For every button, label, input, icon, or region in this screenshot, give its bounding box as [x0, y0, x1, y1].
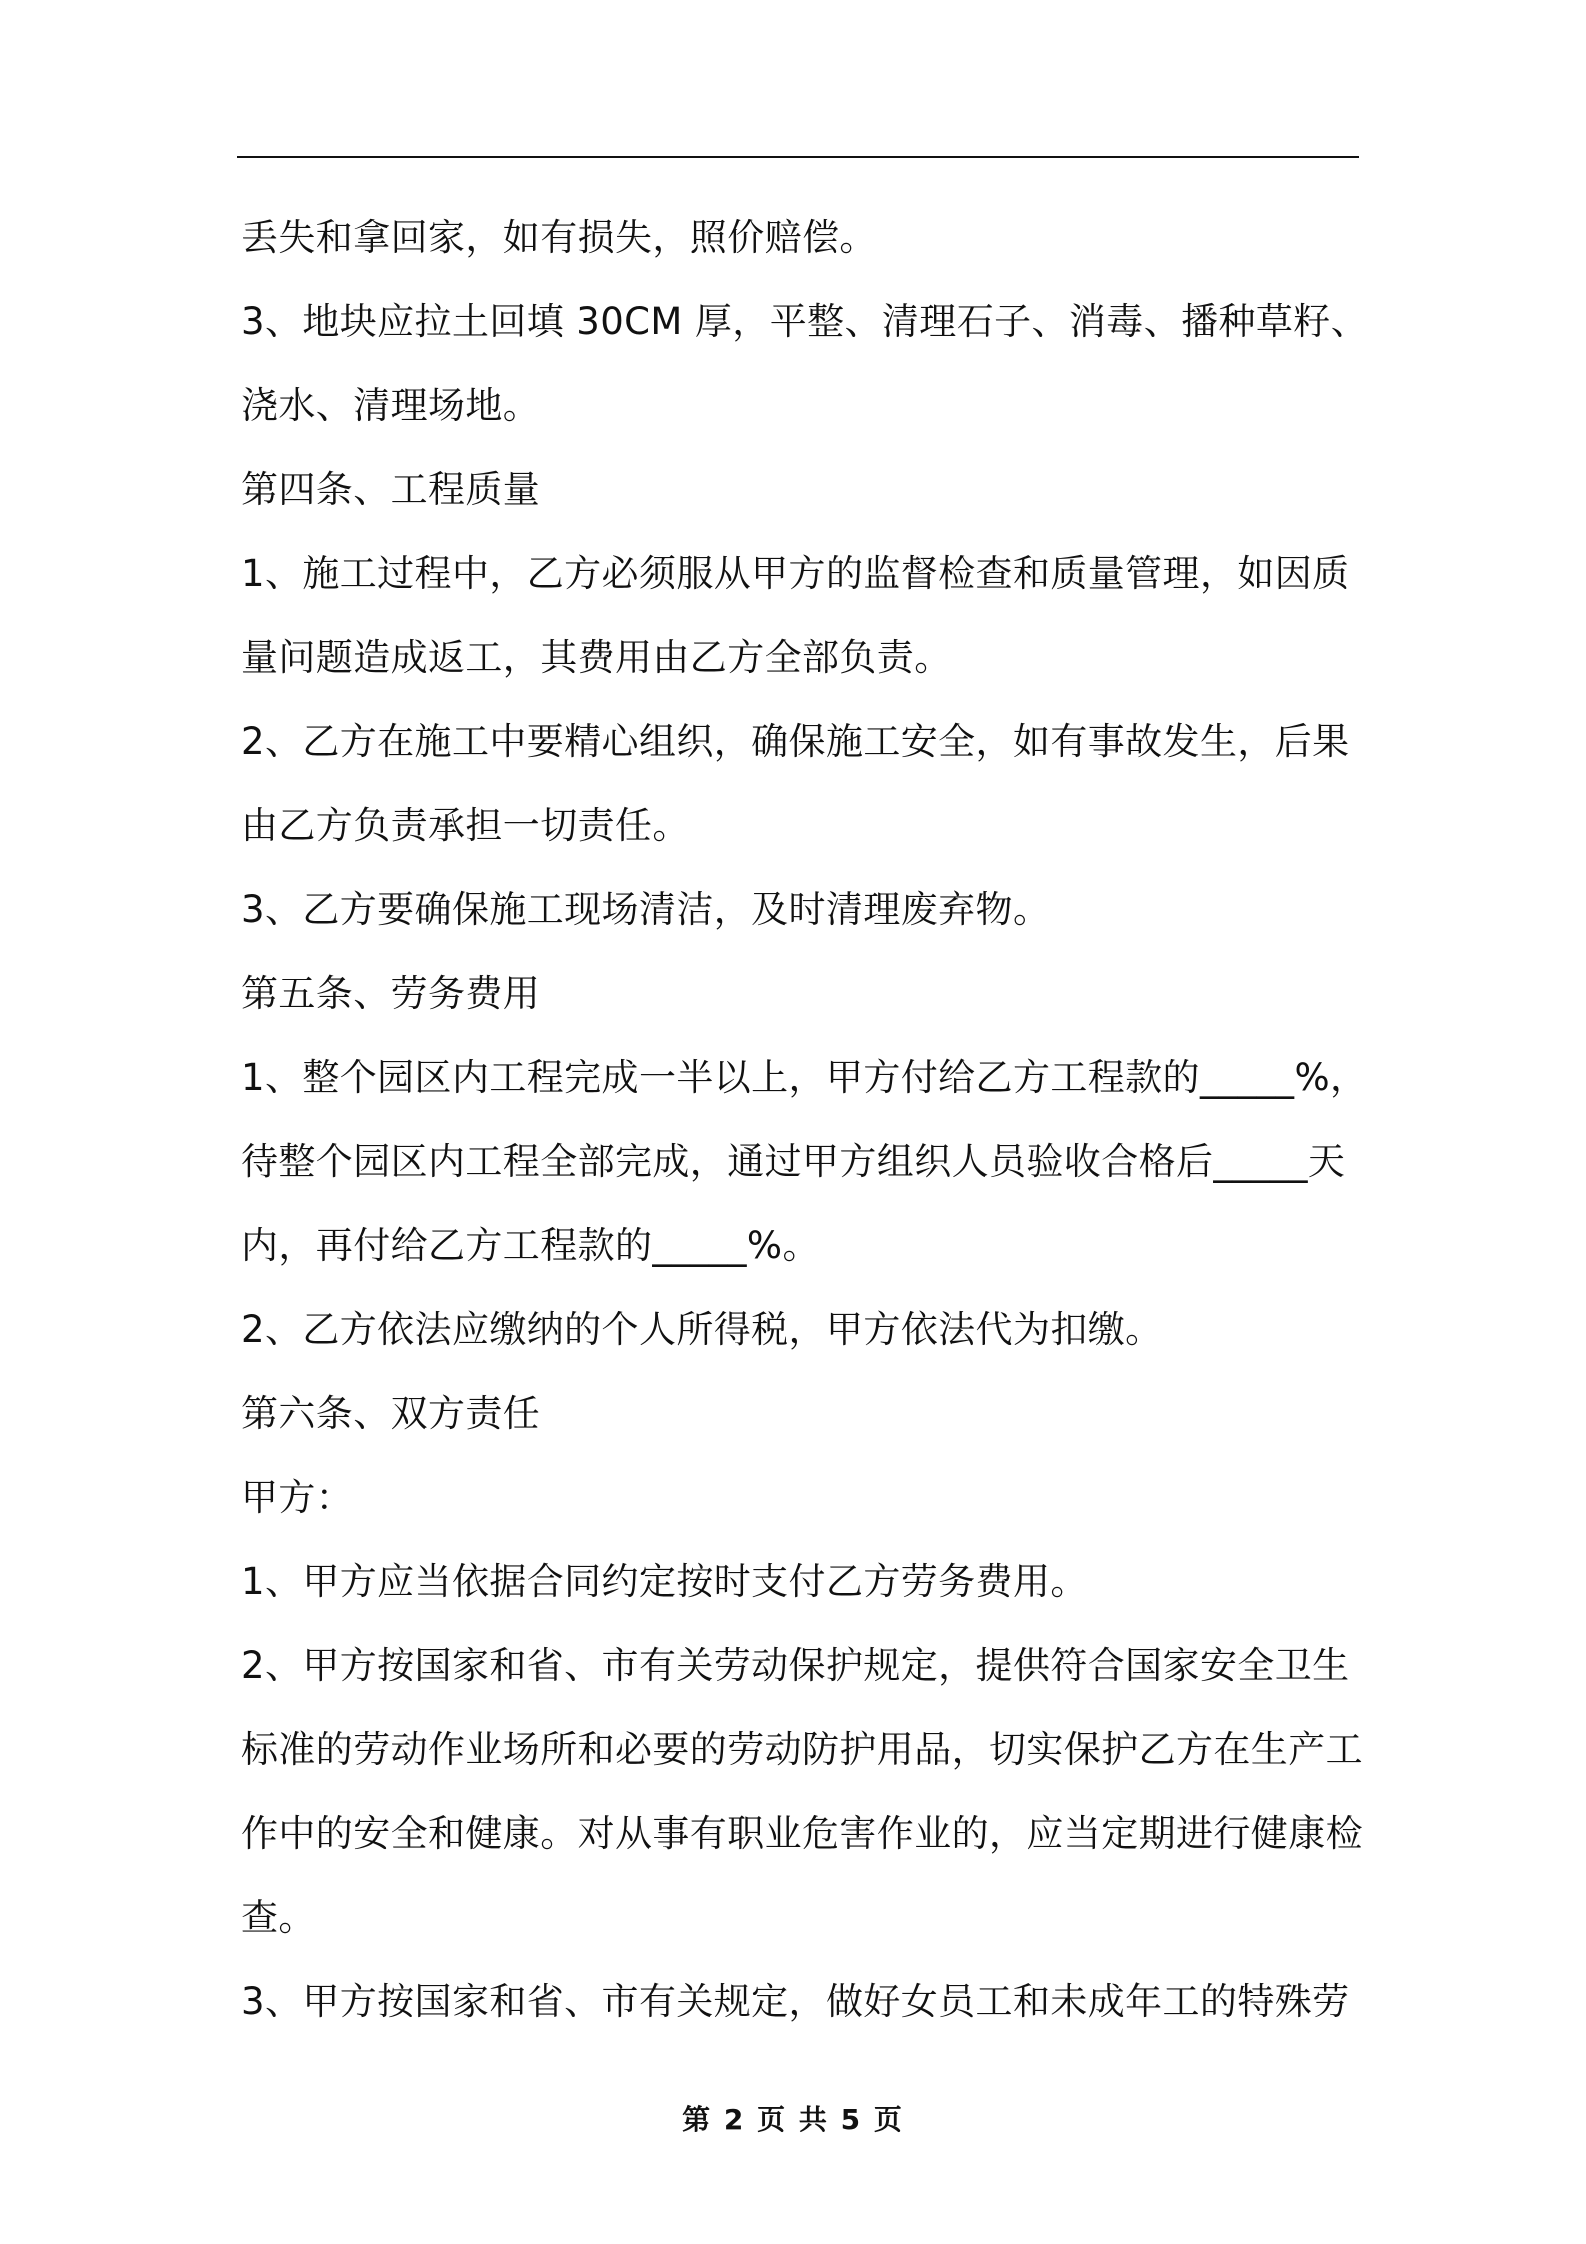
text-line: 2、甲方按国家和省、市有关劳动保护规定，提供符合国家安全卫生 [241, 1644, 1350, 1687]
text-line: 丢失和拿回家，如有损失，照价赔偿。 [241, 216, 877, 259]
text-line: 作中的安全和健康。对从事有职业危害作业的，应当定期进行健康检 [241, 1812, 1363, 1855]
text-line: 由乙方负责承担一切责任。 [241, 804, 690, 847]
text-line: 内，再付给乙方工程款的_____%。 [241, 1224, 820, 1267]
section-heading: 第五条、劳务费用 [241, 972, 541, 1015]
text-line: 浇水、清理场地。 [241, 384, 541, 427]
text-line: 1、施工过程中，乙方必须服从甲方的监督检查和质量管理，如因质 [241, 552, 1350, 595]
header-rule [237, 156, 1359, 158]
text-line: 标准的劳动作业场所和必要的劳动防护用品，切实保护乙方在生产工 [241, 1728, 1363, 1771]
text-line: 2、乙方在施工中要精心组织，确保施工安全，如有事故发生，后果 [241, 720, 1350, 763]
text-line: 3、甲方按国家和省、市有关规定，做好女员工和未成年工的特殊劳 [241, 1980, 1350, 2023]
text-line: 2、乙方依法应缴纳的个人所得税，甲方依法代为扣缴。 [241, 1308, 1163, 1351]
text-line: 待整个园区内工程全部完成，通过甲方组织人员验收合格后_____天 [241, 1140, 1346, 1183]
document-body [241, 196, 1369, 2044]
text-line: 3、地块应拉土回填 30CM 厚，平整、清理石子、消毒、播种草籽、 [241, 300, 1369, 343]
section-heading: 第六条、双方责任 [241, 1392, 541, 1435]
text-line: 1、甲方应当依据合同约定按时支付乙方劳务费用。 [241, 1560, 1088, 1603]
text-line: 查。 [241, 1896, 316, 1939]
text-line: 量问题造成返工，其费用由乙方全部负责。 [241, 636, 952, 679]
subheading: 甲方： [241, 1476, 354, 1519]
text-line: 1、整个园区内工程完成一半以上，甲方付给乙方工程款的_____%， [241, 1056, 1368, 1099]
section-heading: 第四条、工程质量 [241, 468, 541, 511]
text-line: 3、乙方要确保施工现场清洁，及时清理废弃物。 [241, 888, 1051, 931]
page-number: 第 2 页 共 5 页 [682, 2103, 904, 2136]
